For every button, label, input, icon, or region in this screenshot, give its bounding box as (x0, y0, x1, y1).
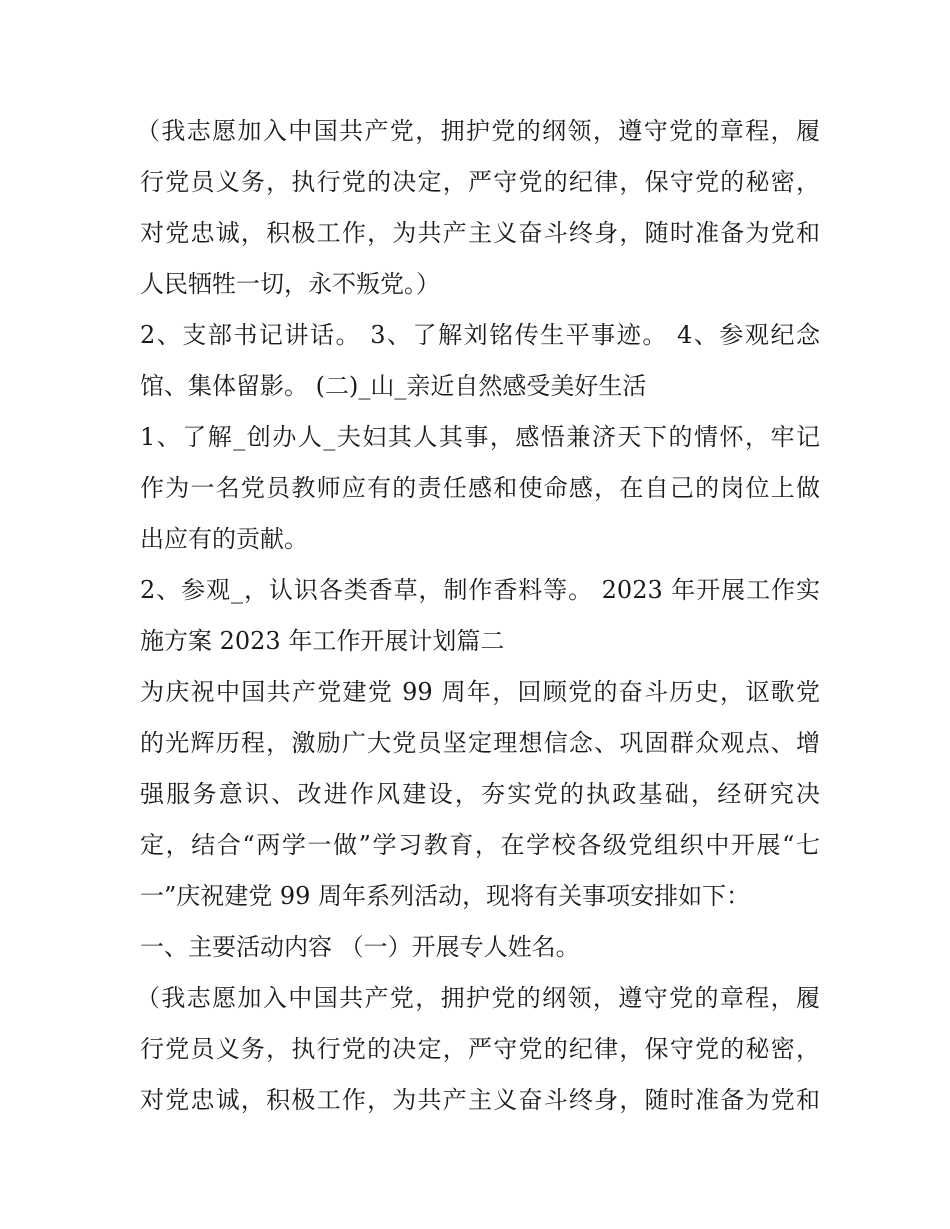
text-line: 施方案 2023 年工作开展计划篇二 (140, 627, 505, 655)
text-line: 人民牺牲一切，永不叛党。） (140, 270, 440, 298)
text-line: 出应有的贡献。 (140, 525, 308, 553)
text-line: 2、支部书记讲话。 3、了解刘铭传生平事迹。 4、参观纪念 (140, 321, 820, 349)
text-line: 1、了解_创办人_夫妇其人其事，感悟兼济天下的情怀，牢记 (140, 423, 820, 451)
text-line: 的光辉历程，激励广大党员坚定理想信念、巩固群众观点、增 (140, 729, 820, 757)
text-line: 一”庆祝建党 99 周年系列活动，现将有关事项安排如下： (140, 882, 751, 910)
text-line: 行党员义务，执行党的决定，严守党的纪律，保守党的秘密， (140, 168, 820, 196)
text-line: 馆、集体留影。 (二)_山_亲近自然感受美好生活 (140, 372, 647, 400)
text-line: （我志愿加入中国共产党，拥护党的纲领，遵守党的章程，履 (136, 984, 820, 1012)
text-line: 对党忠诚，积极工作，为共产主义奋斗终身，随时准备为党和 (140, 219, 820, 247)
text-line: 定，结合“两学一做”学习教育，在学校各级党组织中开展“七 (140, 831, 820, 859)
text-line: 作为一名党员教师应有的责任感和使命感，在自己的岗位上做 (140, 474, 820, 502)
text-line: 行党员义务，执行党的决定，严守党的纪律，保守党的秘密， (140, 1035, 820, 1063)
text-line: 对党忠诚，积极工作，为共产主义奋斗终身，随时准备为党和 (140, 1086, 820, 1114)
document-body (136, 108, 820, 1128)
text-line: 2、参观_，认识各类香草，制作香料等。 2023 年开展工作实 (140, 576, 820, 604)
text-line: 强服务意识、改进作风建设，夯实党的执政基础，经研究决 (140, 780, 820, 808)
text-line: 为庆祝中国共产党建党 99 周年，回顾党的奋斗历史，讴歌党 (140, 678, 820, 706)
text-line: 一、主要活动内容 （一）开展专人姓名。 (140, 933, 580, 961)
text-line: （我志愿加入中国共产党，拥护党的纲领，遵守党的章程，履 (136, 117, 820, 145)
